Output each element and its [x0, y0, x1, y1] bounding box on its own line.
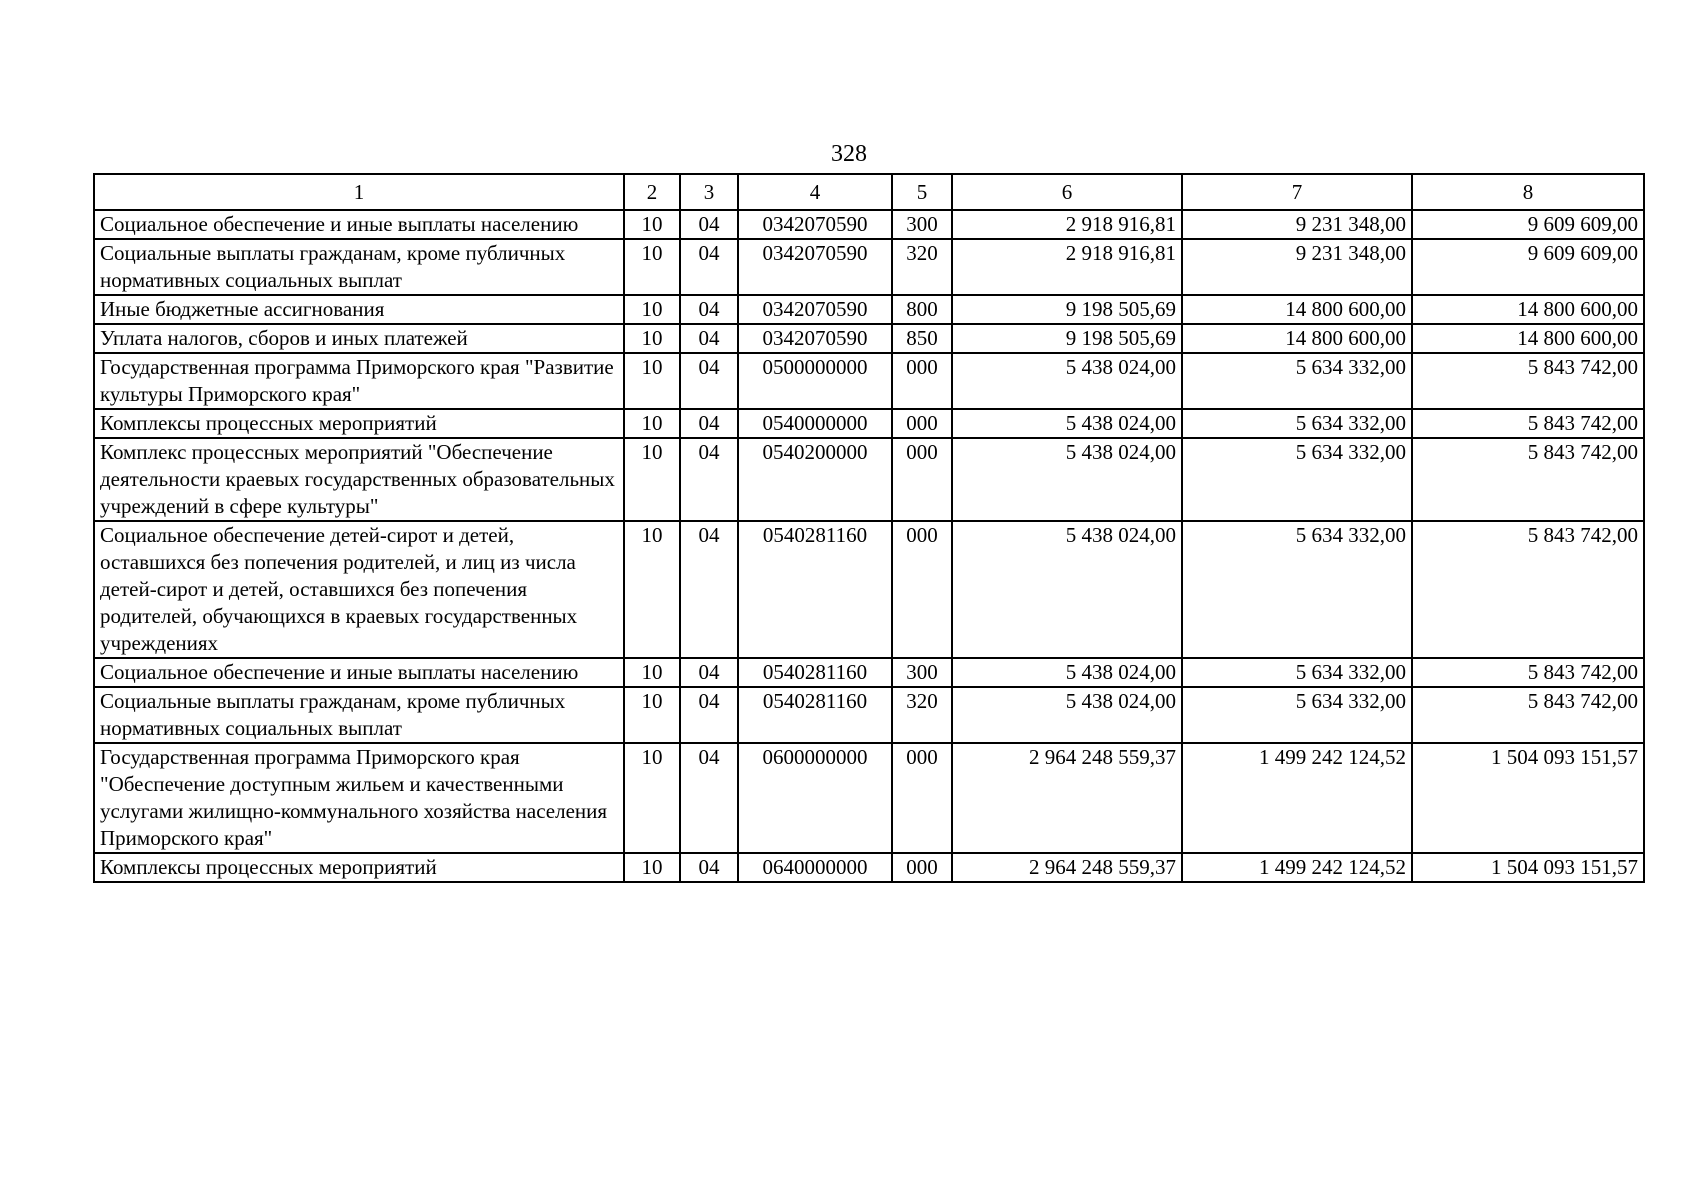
row-section: 10: [624, 295, 680, 324]
row-amount-col8: 14 800 600,00: [1412, 324, 1644, 353]
table-row: [94, 239, 1644, 295]
row-subsection: 04: [680, 658, 738, 687]
table-row: [94, 687, 1644, 743]
row-name: Комплексы процессных мероприятий: [94, 409, 624, 438]
table-body: [94, 210, 1644, 882]
column-header: 3: [680, 174, 738, 210]
column-header: 8: [1412, 174, 1644, 210]
row-section: 10: [624, 438, 680, 521]
column-header: 2: [624, 174, 680, 210]
header-row: [94, 174, 1644, 210]
row-target-article: 0540200000: [738, 438, 892, 521]
row-expense-type: 000: [892, 853, 952, 882]
row-amount-col8: 5 843 742,00: [1412, 687, 1644, 743]
row-subsection: 04: [680, 353, 738, 409]
row-amount-col6: 9 198 505,69: [952, 324, 1182, 353]
row-amount-col7: 5 634 332,00: [1182, 521, 1412, 658]
row-target-article: 0640000000: [738, 853, 892, 882]
row-name: Комплекс процессных мероприятий "Обеспечение деятельности краевых государственных образовательных учреждений в сфере культуры": [94, 438, 624, 521]
row-target-article: 0500000000: [738, 353, 892, 409]
row-amount-col7: 5 634 332,00: [1182, 438, 1412, 521]
row-amount-col6: 5 438 024,00: [952, 438, 1182, 521]
row-subsection: 04: [680, 409, 738, 438]
row-amount-col6: 5 438 024,00: [952, 687, 1182, 743]
row-target-article: 0540281160: [738, 521, 892, 658]
row-target-article: 0342070590: [738, 239, 892, 295]
row-amount-col8: 5 843 742,00: [1412, 409, 1644, 438]
row-expense-type: 300: [892, 658, 952, 687]
row-amount-col8: 1 504 093 151,57: [1412, 743, 1644, 853]
row-target-article: 0600000000: [738, 743, 892, 853]
row-expense-type: 800: [892, 295, 952, 324]
row-amount-col7: 14 800 600,00: [1182, 295, 1412, 324]
row-amount-col8: 1 504 093 151,57: [1412, 853, 1644, 882]
row-amount-col7: 9 231 348,00: [1182, 239, 1412, 295]
row-target-article: 0342070590: [738, 324, 892, 353]
column-header: 7: [1182, 174, 1412, 210]
row-name: Социальные выплаты гражданам, кроме публичных нормативных социальных выплат: [94, 687, 624, 743]
row-amount-col6: 5 438 024,00: [952, 409, 1182, 438]
table-row: [94, 521, 1644, 658]
row-section: 10: [624, 239, 680, 295]
row-target-article: 0342070590: [738, 295, 892, 324]
row-subsection: 04: [680, 324, 738, 353]
row-amount-col8: 14 800 600,00: [1412, 295, 1644, 324]
row-subsection: 04: [680, 295, 738, 324]
table-row: [94, 853, 1644, 882]
table-header: [94, 174, 1644, 210]
row-expense-type: 320: [892, 687, 952, 743]
row-amount-col8: 9 609 609,00: [1412, 210, 1644, 239]
row-amount-col6: 5 438 024,00: [952, 658, 1182, 687]
row-name: Социальные выплаты гражданам, кроме публичных нормативных социальных выплат: [94, 239, 624, 295]
row-amount-col6: 2 918 916,81: [952, 239, 1182, 295]
row-subsection: 04: [680, 853, 738, 882]
table-row: [94, 353, 1644, 409]
row-amount-col8: 9 609 609,00: [1412, 239, 1644, 295]
row-amount-col7: 5 634 332,00: [1182, 658, 1412, 687]
table-row: [94, 438, 1644, 521]
table-row: [94, 658, 1644, 687]
row-amount-col7: 5 634 332,00: [1182, 353, 1412, 409]
row-subsection: 04: [680, 521, 738, 658]
row-amount-col8: 5 843 742,00: [1412, 353, 1644, 409]
column-header: 6: [952, 174, 1182, 210]
column-header: 4: [738, 174, 892, 210]
row-amount-col8: 5 843 742,00: [1412, 658, 1644, 687]
column-header: 1: [94, 174, 624, 210]
table-row: [94, 324, 1644, 353]
row-expense-type: 000: [892, 409, 952, 438]
column-header: 5: [892, 174, 952, 210]
row-expense-type: 000: [892, 521, 952, 658]
row-amount-col6: 2 964 248 559,37: [952, 853, 1182, 882]
row-section: 10: [624, 658, 680, 687]
row-target-article: 0540281160: [738, 687, 892, 743]
row-name: Социальное обеспечение детей-сирот и детей, оставшихся без попечения родителей, и лиц из числа детей-сирот и детей, оставшихся без попечения родителей, обучающихся в краевых государственных учреждениях: [94, 521, 624, 658]
row-name: Государственная программа Приморского края "Развитие культуры Приморского края": [94, 353, 624, 409]
table-row: [94, 210, 1644, 239]
row-name: Социальное обеспечение и иные выплаты населению: [94, 210, 624, 239]
row-subsection: 04: [680, 210, 738, 239]
row-amount-col7: 1 499 242 124,52: [1182, 853, 1412, 882]
row-name: Уплата налогов, сборов и иных платежей: [94, 324, 624, 353]
row-amount-col7: 1 499 242 124,52: [1182, 743, 1412, 853]
row-amount-col6: 9 198 505,69: [952, 295, 1182, 324]
row-target-article: 0540281160: [738, 658, 892, 687]
page-number: 328: [831, 141, 867, 167]
row-target-article: 0540000000: [738, 409, 892, 438]
row-amount-col8: 5 843 742,00: [1412, 438, 1644, 521]
row-amount-col7: 5 634 332,00: [1182, 409, 1412, 438]
row-expense-type: 320: [892, 239, 952, 295]
row-amount-col6: 5 438 024,00: [952, 353, 1182, 409]
row-section: 10: [624, 853, 680, 882]
table-row: [94, 743, 1644, 853]
row-name: Комплексы процессных мероприятий: [94, 853, 624, 882]
row-amount-col8: 5 843 742,00: [1412, 521, 1644, 658]
row-section: 10: [624, 409, 680, 438]
row-subsection: 04: [680, 438, 738, 521]
row-amount-col6: 5 438 024,00: [952, 521, 1182, 658]
row-expense-type: 000: [892, 743, 952, 853]
row-subsection: 04: [680, 743, 738, 853]
row-amount-col7: 14 800 600,00: [1182, 324, 1412, 353]
row-amount-col7: 9 231 348,00: [1182, 210, 1412, 239]
row-section: 10: [624, 743, 680, 853]
row-section: 10: [624, 521, 680, 658]
row-target-article: 0342070590: [738, 210, 892, 239]
row-subsection: 04: [680, 687, 738, 743]
row-section: 10: [624, 210, 680, 239]
row-section: 10: [624, 353, 680, 409]
row-expense-type: 300: [892, 210, 952, 239]
row-amount-col6: 2 964 248 559,37: [952, 743, 1182, 853]
table-row: [94, 409, 1644, 438]
row-section: 10: [624, 324, 680, 353]
table-row: [94, 295, 1644, 324]
budget-table: [93, 173, 1645, 883]
row-expense-type: 000: [892, 353, 952, 409]
row-amount-col6: 2 918 916,81: [952, 210, 1182, 239]
row-subsection: 04: [680, 239, 738, 295]
row-name: Государственная программа Приморского края "Обеспечение доступным жильем и качественными услугами жилищно-коммунального хозяйства населения Приморского края": [94, 743, 624, 853]
row-expense-type: 850: [892, 324, 952, 353]
row-expense-type: 000: [892, 438, 952, 521]
row-name: Социальное обеспечение и иные выплаты населению: [94, 658, 624, 687]
row-amount-col7: 5 634 332,00: [1182, 687, 1412, 743]
row-section: 10: [624, 687, 680, 743]
row-name: Иные бюджетные ассигнования: [94, 295, 624, 324]
